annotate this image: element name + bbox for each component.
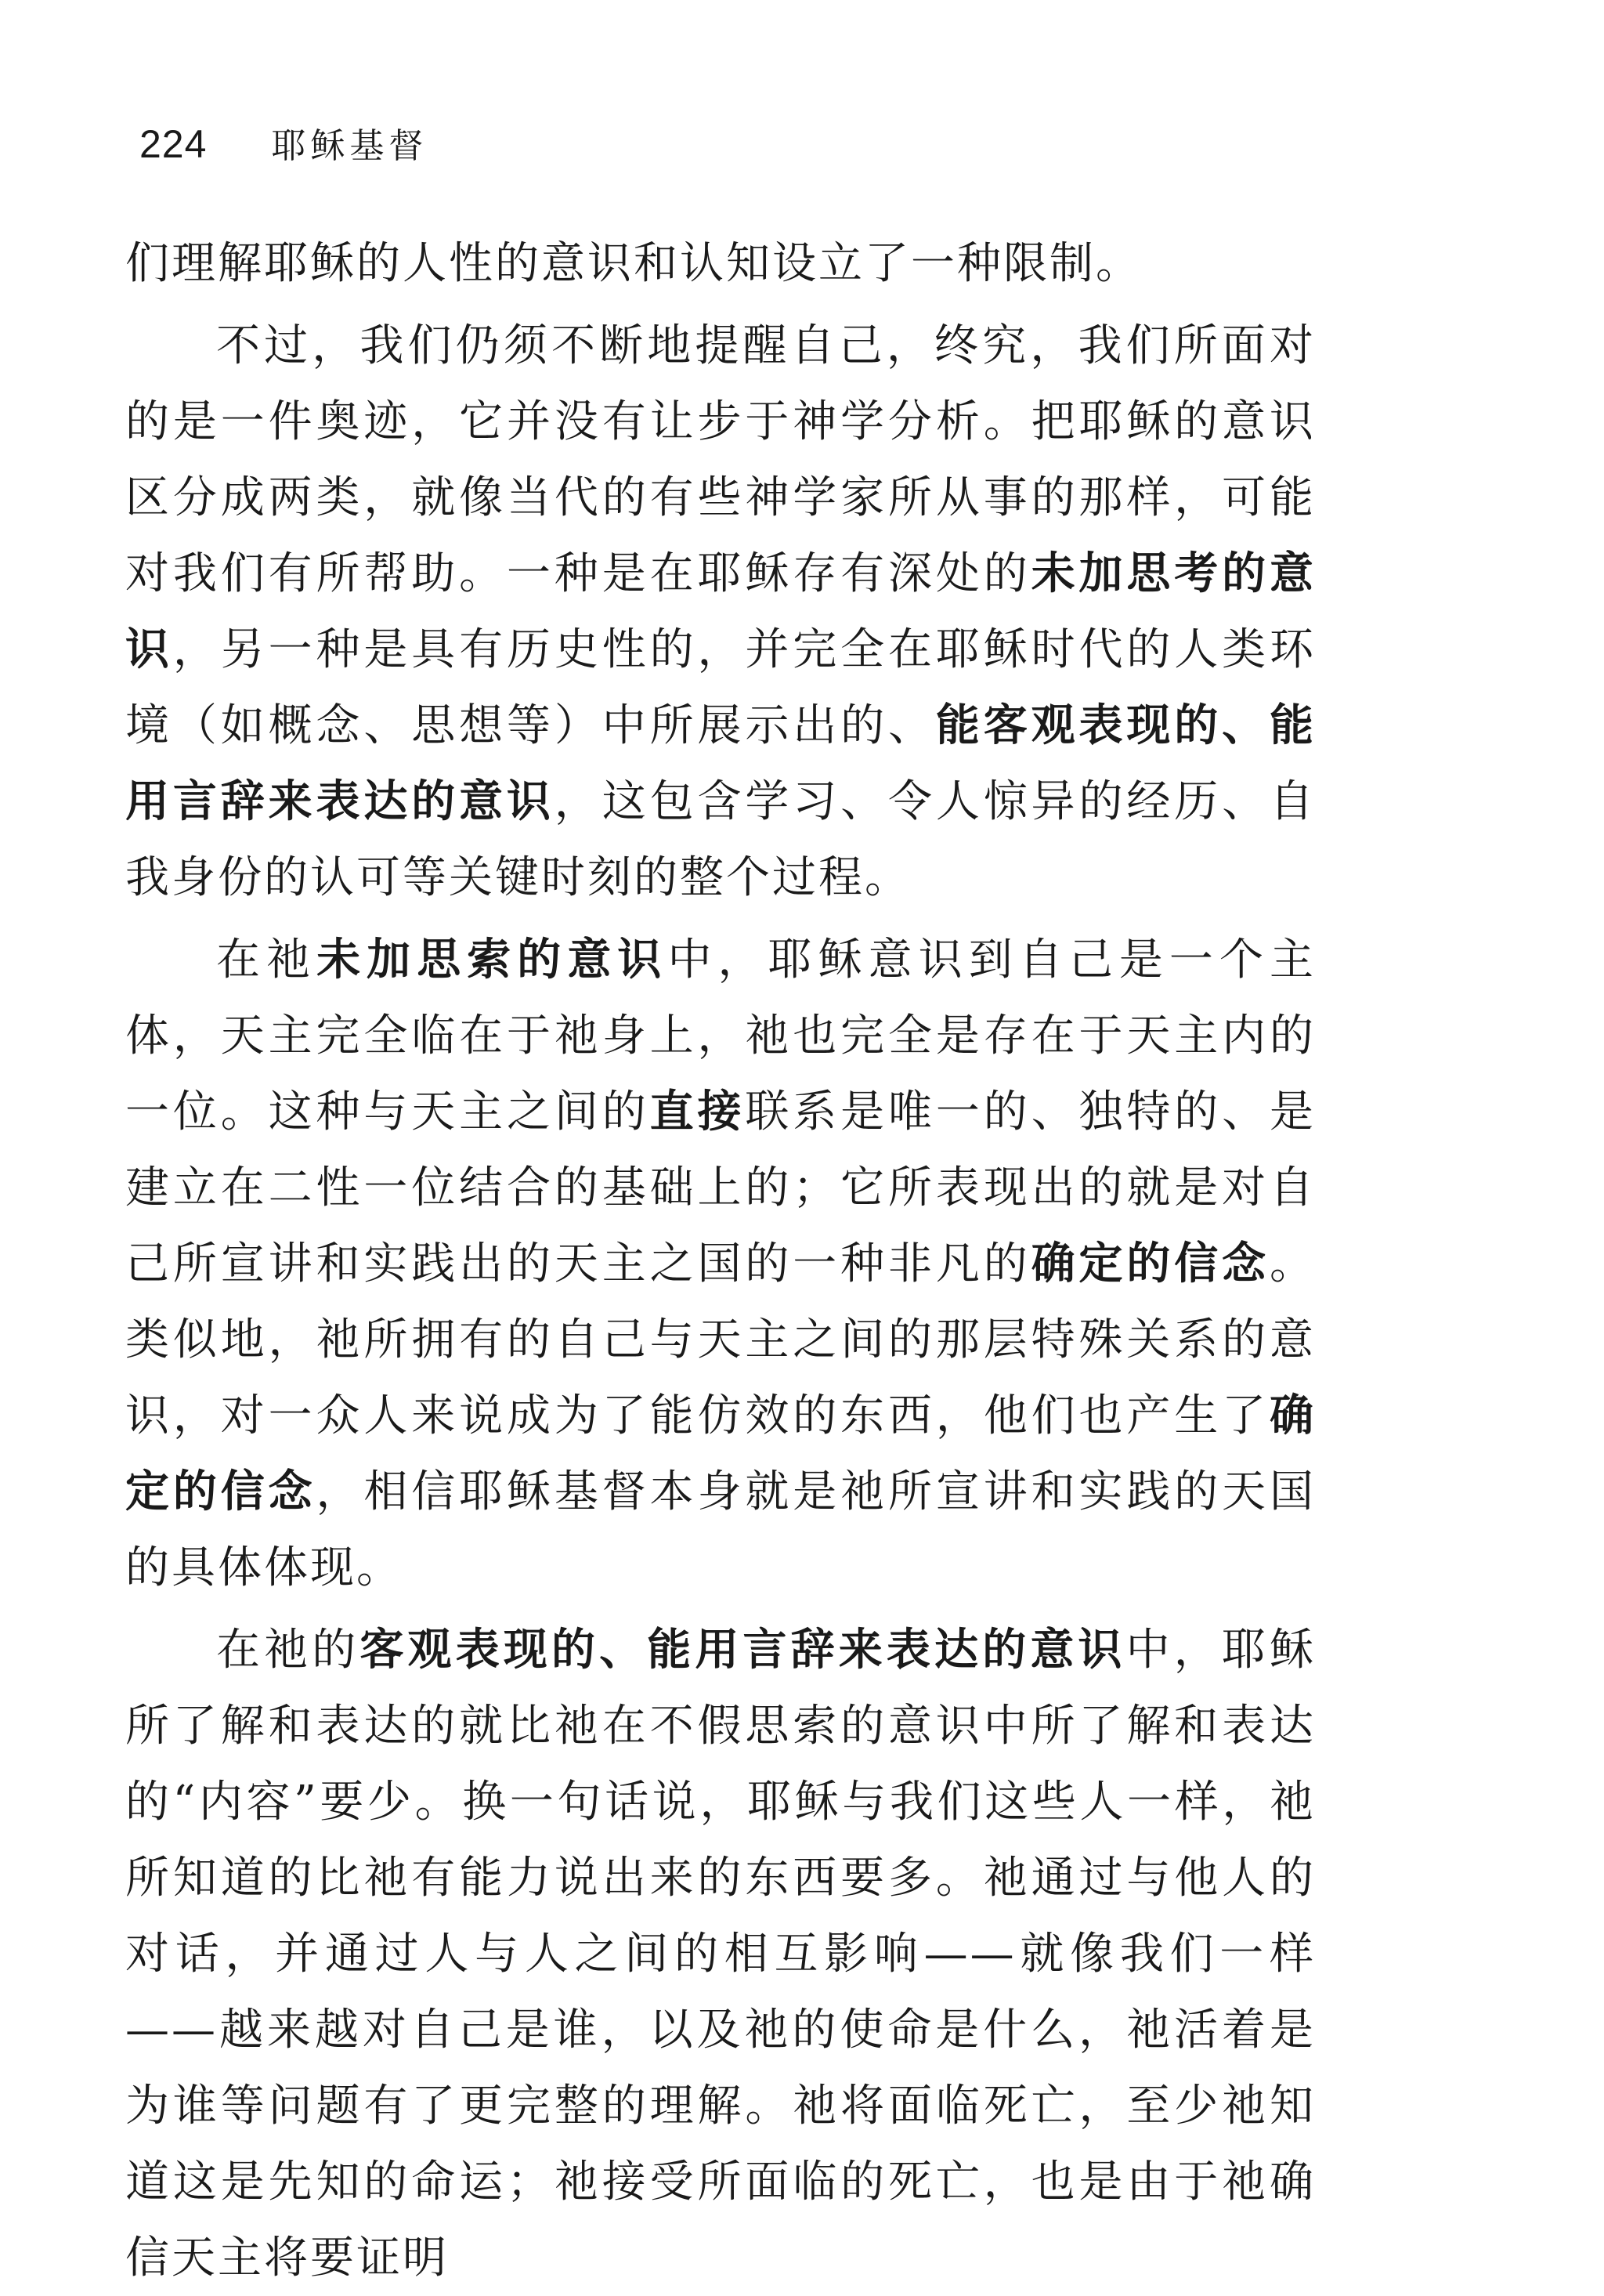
paragraph-text: 中，耶稣意识到自己是一个主体，天主完全临在于祂身上，祂也完全是存在于天主内的一位。这种与天主之间的 bbox=[125, 935, 1317, 1137]
paragraph-text: 不过，我们仍须不断地提醒自己，终究，我们所面对的是一件奥迹，它并没有让步于神学分析。把耶稣的意识区分成两类，就像当代的有些神学家所从事的那样，可能对我们有所帮助。一种是在耶稣存有深处的 bbox=[125, 320, 1316, 599]
emphasized-text: 客观表现的、能用言辞来表达的意识 bbox=[359, 1625, 1126, 1676]
emphasized-text: 确定的信念 bbox=[125, 1390, 1316, 1517]
paragraph-text: 们理解耶稣的人性的意识和认知设立了一种限制。 bbox=[125, 238, 1142, 289]
paragraph-text: ，相信耶稣基督本身就是祂所宣讲和实践的天国的具体体现。 bbox=[125, 1466, 1316, 1593]
paragraph-text: ，这包含学习、令人惊异的经历、自我身份的认可等关键时刻的整个过程。 bbox=[125, 776, 1316, 903]
emphasized-text: 能客观表现的、能用言辞来表达的意识 bbox=[125, 700, 1316, 827]
paragraph-text: 联系是唯一的、独特的、是建立在二性一位结合的基础上的；它所表现出的就是对自己所宣讲和实践出的天主之国的一种非凡的 bbox=[125, 1087, 1316, 1289]
emphasized-text: 直接 bbox=[649, 1087, 746, 1137]
emphasized-text: 未加思索的意识 bbox=[316, 935, 668, 985]
paragraph bbox=[125, 226, 1316, 302]
paragraph bbox=[125, 308, 1316, 916]
paragraph-text: 。类似地，祂所拥有的自己与天主之间的那层特殊关系的意识，对一众人来说成为了能仿效的东西，他们也产生了 bbox=[125, 1238, 1316, 1441]
paragraph-text: 中，耶稣所了解和表达的就比祂在不假思索的意识中所了解和表达的“内容”要少。换一句话说，耶稣与我们这些人一样，祂所知道的比祂有能力说出来的东西要多。祂通过与他人的对话，并通过人与人之间的相互影响——就像我们一样——越来越对自己是谁，以及祂的使命是什么，祂活着是为谁等问题有了更完整的理解。祂将面临死亡，至少祂知道这是先知的命运；祂接受所面临的死亡，也是由于祂确信天主将要证明 bbox=[125, 1625, 1317, 2283]
body-text bbox=[125, 226, 1316, 2296]
paragraph-text: 在祂 bbox=[216, 935, 317, 985]
paragraph bbox=[125, 1612, 1316, 2296]
paragraph-text: 在祂的 bbox=[216, 1625, 360, 1676]
page-number: 224 bbox=[139, 122, 208, 166]
running-head: 耶稣基督 bbox=[271, 126, 428, 166]
paragraph-text: ，另一种是具有历史性的，并完全在耶稣时代的人类环境（如概念、思想等）中所展示出的、 bbox=[125, 624, 1316, 751]
paragraph bbox=[125, 922, 1316, 1606]
emphasized-text: 未加思考的意识 bbox=[125, 548, 1316, 675]
emphasized-text: 确定的信念 bbox=[1031, 1238, 1270, 1289]
page-header bbox=[139, 118, 428, 172]
